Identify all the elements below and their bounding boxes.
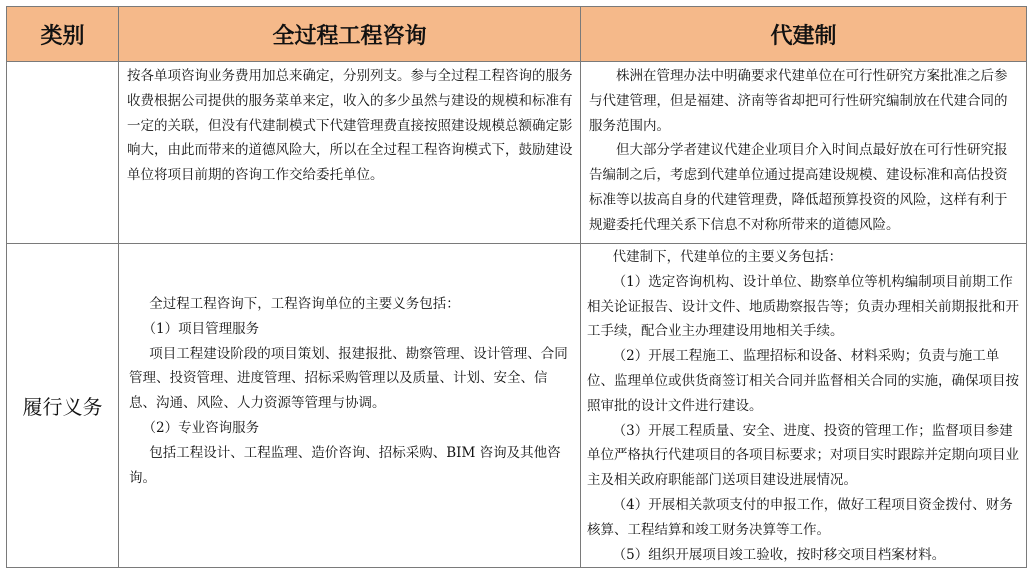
- header-row: [7, 7, 1027, 62]
- category-cell-obligations: 履行义务: [7, 244, 119, 568]
- agent-obligation-item-3: （3）开展工程质量、安全、进度、投资的管理工作；监督项目参建单位严格执行代建项目的各项目标要求；对项目实时跟踪并定期向项目业主及相关政府职能部门送项目建设进展情况。: [587, 422, 1019, 489]
- agent-obligations-intro: 代建制下，代建单位的主要义务包括：: [612, 249, 843, 265]
- header-agent-construction: 代建制: [581, 7, 1027, 62]
- agent-obligations-cell: [581, 244, 1027, 568]
- agent-paragraph-1: 株洲在管理办法中明确要求代建单位在可行性研究方案批准之后参与代建管理，但是福建、济南等省却把可行性研究编制放在代建合同的服务范围内。: [589, 68, 1008, 134]
- obligation-item-1-text: 项目工程建设阶段的项目策划、报建报批、勘察管理、设计管理、合同管理、投资管理、进度管理、招标采购管理以及质量、计划、安全、信息、沟通、风险、人力资源等管理与协调。: [129, 345, 568, 412]
- header-category: 类别: [7, 7, 119, 62]
- agent-obligation-item-1: （1）选定咨询机构、设计单位、勘察单位等机构编制项目前期工作相关论证报告、设计文件、地质勘察报告等；负责办理相关前期报批和开工手续，配合业主办理建设用地相关手续。: [587, 273, 1019, 340]
- obligation-item-1-title: （1）项目管理服务: [142, 320, 260, 337]
- whole-process-obligations-cell: [119, 244, 581, 568]
- obligation-item-2-title: （2）专业咨询服务: [142, 419, 260, 436]
- agent-obligation-item-5: （5）组织开展项目竣工验收，按时移交项目档案材料。: [612, 546, 946, 563]
- agent-paragraph-2: 但大部分学者建议代建企业项目介入时间点最好放在可行性研究报告编制之后，考虑到代建单位通过提高建设规模、建设标准和高估投资标准等以拔高自身的代建管理费，降低超预算投资的风险，这样有利于规避委托代理关系下信息不对称所带来的道德风险。: [589, 142, 1008, 233]
- table-row-obligations: [7, 244, 1027, 568]
- agent-fee-cell: [581, 62, 1027, 244]
- whole-process-fee-cell: [119, 62, 581, 244]
- comparison-table: [6, 6, 1027, 568]
- header-whole-process-consulting: 全过程工程咨询: [119, 7, 581, 62]
- whole-process-fee-text: 按各单项咨询业务费用加总来确定，分别列支。参与全过程工程咨询的服务收费根据公司提供的服务菜单来定，收入的多少虽然与建设的规模和标准有一定的关联，但没有代建制模式下代建管理费直接按照建设规模总额确定影响大，由此而带来的道德风险大，所以在全过程工程咨询模式下，鼓励建设单位将项目前期的咨询工作交给委托单位。: [127, 68, 573, 184]
- table-row-fees: [7, 62, 1027, 244]
- agent-obligation-item-4: （4）开展相关款项支付的申报工作，做好工程项目资金拨付、财务核算、工程结算和竣工财务决算等工作。: [587, 496, 1013, 538]
- category-cell-empty: [7, 62, 119, 244]
- agent-obligation-item-2: （2）开展工程施工、监理招标和设备、材料采购；负责与施工单位、监理单位或供货商签订相关合同并监督相关合同的实施，确保项目按照审批的设计文件进行建设。: [587, 348, 1019, 414]
- whole-process-obligations-intro: 全过程工程咨询下，工程咨询单位的主要义务包括：: [149, 296, 460, 312]
- obligation-item-2-text: 包括工程设计、工程监理、造价咨询、招标采购、BIM 咨询及其他咨询。: [129, 444, 561, 486]
